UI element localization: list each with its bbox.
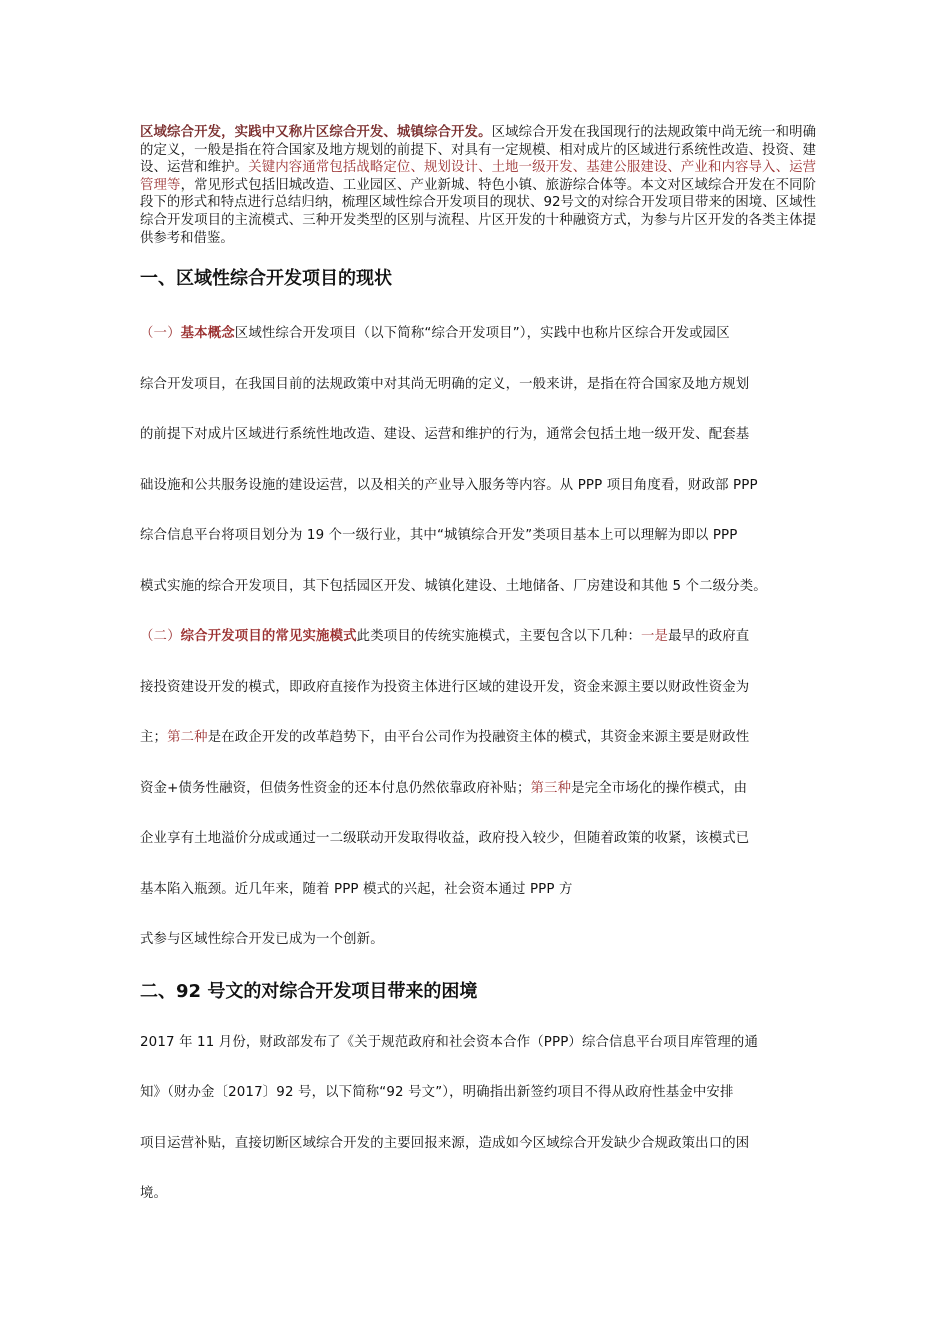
mode-third: 第三种: [530, 780, 572, 796]
intro-highlight: 关键内容通常包括战略定位、规划设计、土地一级开发、基建公服建设、产业和内容导入、运营管理等: [140, 160, 817, 193]
section-1-sub-2: [140, 612, 816, 966]
sub-2-line-4: 资金+债务性融资，但债务性资金的还本付息仍然依靠政府补贴；第三种是完全市场化的操作模式，由: [140, 780, 748, 796]
section-2-heading: 二、92 号文的对综合开发项目带来的困境: [140, 980, 478, 1002]
sub-2-line-2: 接投资建设开发的模式，即政府直接作为投资主体进行区域的建设开发，资金来源主要以财政性资金为: [140, 679, 750, 695]
section-2-line-2: 知》（财办金〔2017〕92 号，以下简称“92 号文”），明确指出新签约项目不得从政府性基金中安排: [140, 1085, 734, 1101]
sub-1-label: （一）基本概念: [140, 326, 235, 342]
sub-2-label: （二）综合开发项目的常见实施模式: [140, 629, 357, 645]
mode-second: 第二种: [167, 730, 208, 746]
intro-lead: 区域综合开发，实践中又称片区综合开发、城镇综合开发。: [140, 125, 492, 140]
section-1-heading: 一、区域性综合开发项目的现状: [140, 268, 392, 290]
sub-2-line-7: 式参与区域性综合开发已成为一个创新。: [140, 932, 384, 948]
section-2-paragraph: [140, 1018, 816, 1220]
intro-paragraph: [140, 124, 816, 247]
section-2-line-3: 项目运营补贴，直接切断区域综合开发的主要回报来源，造成如今区域综合开发缺少合规政策出口的困: [140, 1135, 750, 1151]
sub-1-line-4: 础设施和公共服务设施的建设运营，以及相关的产业导入服务等内容。从 PPP 项目角度看，财政部 PPP: [140, 477, 758, 493]
sub-1-line-5: 综合信息平台将项目划分为 19 个一级行业，其中“城镇综合开发”类项目基本上可以理解为即以 PPP: [140, 528, 738, 544]
intro-text-1: 区域综合开发在我国现行的法规政策中尚无统一和明确的定义，一般是指在符合国家及地方规划的前提下、对具有一定规模、相对成片的区域进行系统性改造、投资、建设、运营和维护。: [140, 125, 817, 176]
section-2-line-4: 境。: [140, 1186, 168, 1202]
mode-first: 一是: [641, 629, 669, 645]
section-2-line-1: 2017 年 11 月份，财政部发布了《关于规范政府和社会资本合作（PPP）综合信息平台项目库管理的通: [140, 1034, 758, 1050]
section-1-sub-1: [140, 309, 816, 612]
intro-text-2: ，常见形式包括旧城改造、工业园区、产业新城、特色小镇、旅游综合体等。: [180, 177, 641, 193]
sub-1-line-6: 模式实施的综合开发项目，其下包括园区开发、城镇化建设、土地储备、厂房建设和其他 5 个二级分类。: [140, 578, 767, 594]
sub-2-line-1: （二）综合开发项目的常见实施模式此类项目的传统实施模式，主要包含以下几种：一是最早的政府直: [140, 629, 750, 645]
sub-2-line-3: 主；第二种是在政企开发的改革趋势下，由平台公司作为投融资主体的模式，其资金来源主要是财政性: [140, 730, 750, 746]
intro-text-3: 本文对区域综合开发在不同阶段下的形式和特点进行总结归纳，梳理区域性综合开发项目的现状、92号文的对综合开发项目带来的困境、区域性综合开发项目的主流模式、三种开发类型的区别与流程、片区开发的十种融资方式，为参与片区开发的各类主体提供参考和借鉴。: [140, 177, 817, 246]
sub-2-line-6: 基本陷入瓶颈。近几年来，随着 PPP 模式的兴起，社会资本通过 PPP 方: [140, 881, 573, 897]
document-page: [140, 124, 816, 1220]
sub-2-line-5: 企业享有土地溢价分成或通过一二级联动开发取得收益，政府投入较少，但随着政策的收紧，该模式已: [140, 831, 750, 847]
sub-1-line-1: （一）基本概念区域性综合开发项目（以下简称“综合开发项目”），实践中也称片区综合开发或园区: [140, 326, 730, 342]
sub-1-line-3: 的前提下对成片区域进行系统性地改造、建设、运营和维护的行为，通常会包括土地一级开发、配套基: [140, 427, 750, 443]
sub-1-line-2: 综合开发项目，在我国目前的法规政策中对其尚无明确的定义，一般来讲，是指在符合国家及地方规划: [140, 376, 750, 392]
